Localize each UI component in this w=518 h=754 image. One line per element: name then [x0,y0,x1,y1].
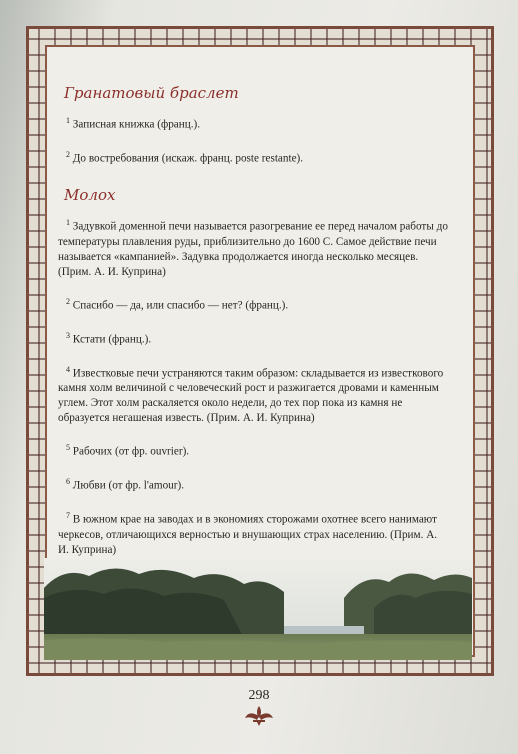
footnote [58,440,450,460]
footnote-text: Спасибо — да, или спасибо — нет? (франц.). [72,299,289,312]
footnote-text: В южном крае на заводах и в экономиях сторожами охотнее всего нанимают черкесов, отличающихся верностью и внушающих страх населению. (Прим. А. И. Куприна) [58,513,438,556]
footnote-number: 3 [66,330,70,340]
footnote-number: 1 [66,116,70,125]
footnote-number: 2 [66,149,70,159]
page-number: 298 [248,688,270,703]
footnote [58,113,450,133]
section-title-garnet-bracelet: Гранатовый браслет [64,84,239,102]
footnote-text: Любви (от фр. l'amour). [72,479,185,492]
footnote-text: Известковые печи устраняются таким образом: складывается из известкового камня холм величиной с человеческий рост и разжигается дровами и каменным углем. Этот холм раскаляется около недели, до тех пор пока из камня не образуется негашеная известь. (Прим. А. И. Куприна) [58,367,444,425]
footnote [58,362,450,427]
footnote-number: 1 [66,218,70,228]
section-title-moloch: Молох [64,186,116,205]
fleur-de-lis-ornament-icon [239,704,279,726]
footnote-text: Рабочих (от фр. ouvrier). [72,446,190,459]
footnote-text: Записная книжка (франц.). [72,118,201,131]
footnote-number: 7 [66,510,70,520]
footnote-text: Задувкой доменной печи называется разогревание ее перед началом работы до температуры плавления руды, приблизительно до 1600 С. Самое действие печи называется «кампанией». Задувка продолжается иногда несколько месяцев. (Прим. А. И. Куприна) [58,221,448,279]
landscape-illustration [44,558,472,660]
footnote [58,474,450,494]
footnote-number: 2 [66,297,70,307]
footnote-text: До востребования (искаж. франц. poste restante). [72,152,304,165]
footnote-number: 6 [66,477,70,487]
footnote [58,508,450,558]
footnote [58,294,450,314]
footnote [58,215,450,280]
footnotes-block [58,86,450,572]
footnote-text: Кстати (франц.). [72,333,152,346]
footnote-number: 5 [66,443,70,453]
footnote-number: 4 [66,364,70,374]
footnote [58,147,450,167]
footnote [58,328,450,348]
